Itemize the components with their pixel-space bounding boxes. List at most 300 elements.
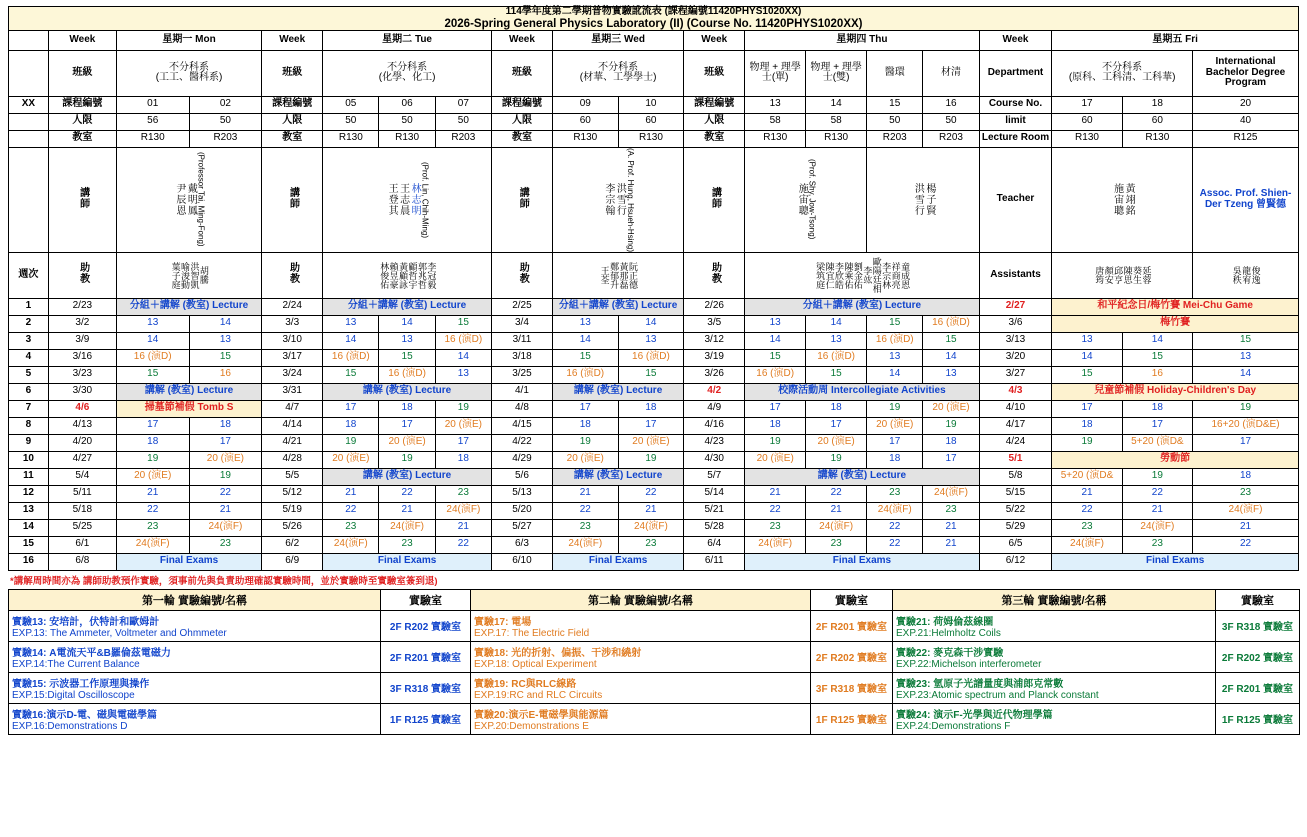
course-wed-1: 09: [552, 96, 618, 113]
exp-cell-thu: 18: [745, 417, 806, 434]
experiment-name-zh: 實驗14: A電流天平&B羅倫茲電磁力: [12, 647, 171, 659]
limit-fri-1: 60: [1052, 113, 1122, 130]
week-row: [9, 417, 1299, 434]
blank-limit: [9, 113, 49, 130]
exp-cell-thu: 22: [806, 485, 867, 502]
experiment-name: [9, 703, 381, 734]
asst-tue-1: 林俊佑: [379, 261, 390, 289]
date-cell-tue: 4/14: [262, 417, 323, 434]
date-cell-thu: 5/14: [684, 485, 745, 502]
exp-cell-mon: 15: [116, 366, 189, 383]
exp-cell-fri: 19: [1122, 468, 1192, 485]
date-cell-mon: 5/11: [48, 485, 116, 502]
asst-tue-3: 黃顧詠: [398, 261, 409, 289]
week-row: [9, 332, 1299, 349]
lab-room: 1F R125 實驗室: [811, 703, 893, 734]
week-number: 10: [9, 451, 49, 468]
date-cell-wed: 4/29: [491, 451, 552, 468]
date-cell-tue: 6/9: [262, 553, 323, 570]
date-cell-mon: 3/30: [48, 383, 116, 400]
exp-cell-thu: 16 (演D): [806, 349, 867, 366]
exp-cell-wed: 23: [552, 519, 618, 536]
date-cell-tue: 5/5: [262, 468, 323, 485]
experiment-name: [471, 610, 811, 641]
week-label-fri: Week: [979, 30, 1052, 50]
asst-thu-1: 梁筑庭: [815, 261, 826, 289]
exp-cell-fri: 23: [1052, 519, 1122, 536]
experiment-name-en: EXP.18: Optical Experiment: [474, 658, 597, 670]
date-cell-wed: 3/11: [491, 332, 552, 349]
exp-cell-fri: 5+20 (演D&: [1052, 468, 1122, 485]
day-header-thu: 星期四 Thu: [745, 30, 979, 50]
exp-cell-wed: 13: [552, 315, 618, 332]
exp-cell-thu: 22: [745, 502, 806, 519]
exp-cell-fri: 5+20 (演D&: [1122, 434, 1192, 451]
week-number: 15: [9, 536, 49, 553]
exp-cell-thu: 13: [806, 332, 867, 349]
experiment-name-zh: 實驗24: 演示F-光學與近代物理學篇: [896, 709, 1053, 721]
event-cell-tue: 講解 (教室) Lecture: [323, 383, 492, 400]
date-cell-wed: 3/4: [491, 315, 552, 332]
row-label-class-tue: 班級: [262, 50, 323, 96]
exp-cell-tue: 21: [435, 519, 491, 536]
room-fri-3: R125: [1193, 130, 1299, 147]
teacher-thu-4: 楊子賢: [923, 183, 935, 217]
asst-fri-7: 吳秩: [1231, 266, 1242, 285]
course-fri-2: 18: [1122, 96, 1192, 113]
course-mon-2: 02: [189, 96, 262, 113]
event-cell-fri: Final Exams: [1052, 553, 1299, 570]
date-cell-fri: 2/27: [979, 298, 1052, 315]
day-header-tue: 星期二 Tue: [323, 30, 492, 50]
exp-cell-mon: 24(演F): [189, 519, 262, 536]
week-number: 3: [9, 332, 49, 349]
room-wed-1: R130: [552, 130, 618, 147]
exp-cell-tue: 22: [435, 536, 491, 553]
row-label-limit-tue: 人限: [262, 113, 323, 130]
course-mon-1: 01: [116, 96, 189, 113]
course-fri-3: 20: [1193, 96, 1299, 113]
exp-cell-mon: 16 (演D): [116, 349, 189, 366]
exp-cell-wed: 24(演F): [618, 519, 684, 536]
event-cell-mon: Final Exams: [116, 553, 261, 570]
exp-cell-fri: 15: [1052, 366, 1122, 383]
exp-cell-thu: 20 (演E): [923, 400, 979, 417]
limit-thu-1: 58: [745, 113, 806, 130]
exp-cell-thu: 17: [867, 434, 923, 451]
asst-thu-6: 李竑: [862, 266, 873, 285]
exp-cell-mon: 22: [189, 485, 262, 502]
event-cell-wed: 分組＋講解 (教室) Lecture: [552, 298, 683, 315]
row-label-limit-fri: limit: [979, 113, 1052, 130]
teacher-thu-1: 施宙聰: [796, 183, 808, 217]
teacher-tue-3: 林志明: [409, 183, 421, 217]
exp-cell-mon: 17: [116, 417, 189, 434]
row-label-limit-mon: 人限: [48, 113, 116, 130]
experiment-table: [8, 589, 1300, 735]
date-cell-tue: 5/19: [262, 502, 323, 519]
exp-header-lab3: 實驗室: [1216, 589, 1300, 610]
row-label-asst-tue: [262, 252, 323, 298]
date-cell-mon: 4/27: [48, 451, 116, 468]
exp-cell-wed: 17: [618, 417, 684, 434]
exp-cell-wed: 13: [618, 332, 684, 349]
exp-cell-fri: 21: [1052, 485, 1122, 502]
exp-cell-thu: 16 (演D): [867, 332, 923, 349]
experiment-name: [893, 610, 1216, 641]
teacher-mon-1: 尹辰恩: [173, 183, 185, 217]
exp-cell-tue: 22: [323, 502, 379, 519]
title-line-1: 114學年度第二學期普物實驗訛流表 (課程編號11420PHYS1020XX): [505, 6, 802, 17]
dept-tue: [323, 50, 492, 96]
asst-thu-4: 陳乘佑: [843, 261, 854, 289]
row-label-room-thu: 教室: [684, 130, 745, 147]
week-number: 4: [9, 349, 49, 366]
teacher-tue-2: 王志晨: [397, 183, 409, 217]
asst-fri-1: 唐筠: [1094, 266, 1105, 285]
room-tue-1: R130: [323, 130, 379, 147]
exp-cell-thu: 14: [867, 366, 923, 383]
exp-cell-thu: 22: [867, 536, 923, 553]
date-cell-wed: 6/10: [491, 553, 552, 570]
teacher-thu-2: (Prof. Shy, Jow-Tsong): [807, 159, 817, 240]
exp-cell-tue: 20 (演E): [379, 434, 435, 451]
experiment-row: [9, 641, 1300, 672]
week-number: 9: [9, 434, 49, 451]
limit-mon-2: 50: [189, 113, 262, 130]
experiment-name: [471, 703, 811, 734]
exp-cell-thu: 23: [867, 485, 923, 502]
exp-cell-tue: 16 (演D): [323, 349, 379, 366]
exp-cell-mon: 14: [189, 315, 262, 332]
dept-thu-2: 物理 + 理學士(雙): [806, 50, 867, 96]
date-cell-mon: 6/8: [48, 553, 116, 570]
experiment-row: [9, 610, 1300, 641]
exp-cell-wed: 22: [618, 485, 684, 502]
teacher-wed-3: (A. Prof. Hung, Hsueh-Hsing): [625, 147, 635, 252]
xx-label: XX: [9, 96, 49, 113]
date-cell-thu: 3/19: [684, 349, 745, 366]
row-label-courseno-thu: 課程編號: [684, 96, 745, 113]
experiment-name-zh: 實驗15: 示波器工作原理與操作: [12, 678, 150, 690]
exp-cell-tue: 23: [435, 485, 491, 502]
date-cell-tue: 6/2: [262, 536, 323, 553]
asst-mon-4: 胡騰: [198, 266, 209, 285]
experiment-name-en: EXP.22:Michelson interferometer: [896, 658, 1042, 670]
date-cell-thu: 4/30: [684, 451, 745, 468]
teacher-tue-4: (Prof. Lin, Chih-Ming): [420, 161, 430, 238]
exp-cell-fri: 17: [1052, 400, 1122, 417]
week-number: 16: [9, 553, 49, 570]
experiment-name: [893, 703, 1216, 734]
exp-header-round3: 第三輪 實驗編號/名稱: [893, 589, 1216, 610]
exp-cell-wed: 15: [618, 366, 684, 383]
date-cell-mon: 6/1: [48, 536, 116, 553]
teacher-label-wed: 講師: [517, 186, 529, 209]
week-row: [9, 468, 1299, 485]
week-number: 1: [9, 298, 49, 315]
exp-cell-tue: 20 (演E): [435, 417, 491, 434]
event-cell-mon: 分組＋講解 (教室) Lecture: [116, 298, 261, 315]
date-cell-mon: 3/2: [48, 315, 116, 332]
week-row: [9, 553, 1299, 570]
date-cell-tue: 3/10: [262, 332, 323, 349]
teacher-fri-1: 施宙聰: [1111, 183, 1123, 217]
lab-room: 2F R201 實驗室: [811, 610, 893, 641]
exp-cell-fri: 24(演F): [1193, 502, 1299, 519]
week-row: [9, 349, 1299, 366]
exp-cell-thu: 15: [806, 366, 867, 383]
teacher-tue-1: 王登其: [386, 183, 398, 217]
asst-thu-2: 陳宜仁: [824, 261, 835, 289]
asst-mon-1: 葉子庭: [170, 261, 181, 289]
exp-cell-fri: 15: [1193, 332, 1299, 349]
asst-tue-4: 顧哲宇: [407, 261, 418, 289]
limit-fri-3: 40: [1193, 113, 1299, 130]
room-fri-2: R130: [1122, 130, 1192, 147]
exp-cell-tue: 19: [323, 434, 379, 451]
lab-room: 1F R125 實驗室: [381, 703, 471, 734]
exp-cell-fri: 13: [1193, 349, 1299, 366]
limit-wed-2: 60: [618, 113, 684, 130]
lab-room: 3F R318 實驗室: [811, 672, 893, 703]
date-cell-mon: 5/4: [48, 468, 116, 485]
date-cell-tue: 4/21: [262, 434, 323, 451]
course-tue-2: 06: [379, 96, 435, 113]
dept-thu-1: 物理 + 理學士(單): [745, 50, 806, 96]
exp-cell-thu: 19: [923, 417, 979, 434]
experiment-name-zh: 實驗23: 氫原子光譜量度與浦郎克常數: [896, 678, 1064, 690]
date-cell-fri: 3/27: [979, 366, 1052, 383]
exp-cell-thu: 19: [806, 451, 867, 468]
week-row: [9, 315, 1299, 332]
event-cell-thu: 分組＋講解 (教室) Lecture: [745, 298, 979, 315]
row-label-asst-thu: [684, 252, 745, 298]
asst-tue-6: 李冠毅: [426, 261, 437, 289]
experiment-name-zh: 實驗13: 安培計，伏特計和歐姆計: [12, 616, 160, 628]
dept-mon-line2: (工工、醫科系): [155, 72, 223, 84]
date-cell-wed: 4/15: [491, 417, 552, 434]
exp-cell-tue: 13: [323, 315, 379, 332]
exp-cell-wed: 22: [552, 502, 618, 519]
date-cell-fri: 6/5: [979, 536, 1052, 553]
event-cell-wed: 講解 (教室) Lecture: [552, 383, 683, 400]
experiment-name: [9, 610, 381, 641]
row-label-class-mon: 班級: [48, 50, 116, 96]
asst-fri-4: 陳思: [1122, 266, 1133, 285]
exp-cell-fri: 18: [1052, 417, 1122, 434]
date-cell-tue: 2/24: [262, 298, 323, 315]
date-cell-fri: 3/6: [979, 315, 1052, 332]
event-cell-mon: 掃墓節補假 Tomb S: [116, 400, 261, 417]
exp-cell-tue: 15: [323, 366, 379, 383]
exp-cell-mon: 23: [189, 536, 262, 553]
row-label-teacher-tue: [262, 147, 323, 252]
exp-cell-thu: 18: [806, 400, 867, 417]
dept-tue-line1: 不分科系: [387, 61, 428, 73]
event-cell-wed: Final Exams: [552, 553, 683, 570]
exp-cell-tue: 19: [435, 400, 491, 417]
row-label-asst-wed: [491, 252, 552, 298]
lab-room: 2F R202 實驗室: [381, 610, 471, 641]
exp-cell-wed: 14: [552, 332, 618, 349]
exp-cell-thu: 19: [867, 400, 923, 417]
schedule-table: [8, 6, 1299, 571]
room-fri-1: R130: [1052, 130, 1122, 147]
date-cell-wed: 5/13: [491, 485, 552, 502]
exp-cell-wed: 18: [618, 400, 684, 417]
date-cell-thu: 5/7: [684, 468, 745, 485]
date-cell-thu: 2/26: [684, 298, 745, 315]
date-cell-mon: 5/25: [48, 519, 116, 536]
date-cell-mon: 3/16: [48, 349, 116, 366]
exp-cell-thu: 15: [745, 349, 806, 366]
event-cell-fri: 梅竹賽: [1052, 315, 1299, 332]
exp-cell-fri: 21: [1193, 519, 1299, 536]
row-label-teacher-mon: [48, 147, 116, 252]
exp-cell-thu: 17: [806, 417, 867, 434]
event-cell-tue: Final Exams: [323, 553, 492, 570]
course-wed-2: 10: [618, 96, 684, 113]
exp-cell-fri: 23: [1122, 536, 1192, 553]
exp-cell-thu: 15: [867, 315, 923, 332]
experiment-name-en: EXP.20:Demonstrations E: [474, 720, 589, 732]
row-label-asst-mon: [48, 252, 116, 298]
exp-cell-fri: 24(演F): [1052, 536, 1122, 553]
date-cell-tue: 5/26: [262, 519, 323, 536]
week-label-tue: Week: [262, 30, 323, 50]
limit-tue-1: 50: [323, 113, 379, 130]
room-tue-2: R130: [379, 130, 435, 147]
exp-cell-mon: 13: [116, 315, 189, 332]
exp-cell-wed: 19: [552, 434, 618, 451]
dept-tue-line2: (化學、化工): [378, 72, 436, 84]
teacher-label-thu: 講師: [709, 186, 721, 209]
exp-cell-thu: 24(演F): [867, 502, 923, 519]
row-label-department-fri: Department: [979, 50, 1052, 96]
teacher-mon: [116, 147, 261, 252]
exp-cell-wed: 21: [552, 485, 618, 502]
week-label-thu: Week: [684, 30, 745, 50]
exp-cell-tue: 22: [379, 485, 435, 502]
exp-cell-thu: 21: [923, 519, 979, 536]
assistants-wed: [552, 252, 683, 298]
asst-wed-2: 鄭郁升: [609, 261, 620, 289]
title-line-2: 2026-Spring General Physics Laboratory (II) (Course No. 11420PHYS1020XX): [444, 17, 863, 30]
row-label-limit-wed: 人限: [491, 113, 552, 130]
row-label-class-thu: 班級: [684, 50, 745, 96]
room-thu-4: R203: [923, 130, 979, 147]
blank-dept: [9, 50, 49, 96]
exp-cell-tue: 24(演F): [323, 536, 379, 553]
day-header-wed: 星期三 Wed: [552, 30, 683, 50]
dept-wed-line1: 不分科系: [598, 61, 639, 73]
row-label-class-wed: 班級: [491, 50, 552, 96]
week-number: 7: [9, 400, 49, 417]
exp-cell-fri: 22: [1122, 485, 1192, 502]
assistants-fri: [1052, 252, 1193, 298]
asst-thu-3: 李欣皓: [834, 261, 845, 289]
date-cell-wed: 6/3: [491, 536, 552, 553]
experiment-name-en: EXP.15:Digital Oscilloscope: [12, 689, 135, 701]
asst-fri-6: 延蓉: [1141, 266, 1152, 285]
exp-cell-fri: 16: [1122, 366, 1192, 383]
exp-cell-fri: 21: [1122, 502, 1192, 519]
date-cell-mon: 4/13: [48, 417, 116, 434]
date-cell-mon: 3/23: [48, 366, 116, 383]
exp-cell-tue: 18: [435, 451, 491, 468]
exp-cell-fri: 17: [1122, 417, 1192, 434]
exp-cell-fri: 14: [1193, 366, 1299, 383]
week-row: [9, 366, 1299, 383]
week-number: 5: [9, 366, 49, 383]
exp-header-round1: 第一輪 實驗編號/名稱: [9, 589, 381, 610]
room-thu-2: R130: [806, 130, 867, 147]
exp-cell-fri: 13: [1052, 332, 1122, 349]
experiment-name-en: EXP.24:Demonstrations F: [896, 720, 1011, 732]
room-thu-3: R203: [867, 130, 923, 147]
exp-cell-thu: 15: [923, 332, 979, 349]
week-rows: [9, 298, 1299, 570]
exp-cell-wed: 14: [618, 315, 684, 332]
week-label-wed: Week: [491, 30, 552, 50]
event-cell-tue: 講解 (教室) Lecture: [323, 468, 492, 485]
limit-tue-2: 50: [379, 113, 435, 130]
asst-thu-5: 劉金佑: [852, 261, 863, 289]
lab-room: 3F R318 實驗室: [381, 672, 471, 703]
experiment-name-en: EXP.19:RC and RLC Circuits: [474, 689, 603, 701]
experiment-name-zh: 實驗17: 電場: [474, 616, 532, 628]
row-label-courseno-tue: 課程編號: [262, 96, 323, 113]
exp-cell-thu: 21: [923, 536, 979, 553]
dept-fri: [1052, 50, 1193, 96]
date-cell-thu: 5/28: [684, 519, 745, 536]
day-header-mon: 星期一 Mon: [116, 30, 261, 50]
room-wed-2: R130: [618, 130, 684, 147]
exp-cell-thu: 23: [923, 502, 979, 519]
experiment-name-en: EXP.21:Helmholtz Coils: [896, 627, 1001, 639]
exp-cell-thu: 17: [923, 451, 979, 468]
asst-fri-3: 邱亨: [1113, 266, 1124, 285]
teacher-mon-2: 戴明鳳: [185, 183, 197, 217]
asst-tue-2: 賴昱豪: [388, 261, 399, 289]
limit-tue-3: 50: [435, 113, 491, 130]
corner-blank: [9, 30, 49, 50]
event-cell-fri: 勞動節: [1052, 451, 1299, 468]
date-cell-wed: 4/1: [491, 383, 552, 400]
date-cell-wed: 5/27: [491, 519, 552, 536]
date-cell-thu: 6/4: [684, 536, 745, 553]
exp-cell-thu: 13: [923, 366, 979, 383]
date-cell-wed: 3/18: [491, 349, 552, 366]
row-label-room-mon: 教室: [48, 130, 116, 147]
exp-cell-wed: 24(演F): [552, 536, 618, 553]
exp-cell-fri: 18: [1122, 400, 1192, 417]
exp-cell-tue: 18: [379, 400, 435, 417]
date-cell-fri: 4/17: [979, 417, 1052, 434]
exp-cell-thu: 24(演F): [745, 536, 806, 553]
dept-thu-4: 材清: [923, 50, 979, 96]
day-header-fri: 星期五 Fri: [1052, 30, 1299, 50]
exp-header-lab1: 實驗室: [381, 589, 471, 610]
assistants-thu: [745, 252, 979, 298]
limit-wed-1: 60: [552, 113, 618, 130]
exp-cell-thu: 16 (演D): [745, 366, 806, 383]
exp-cell-thu: 14: [923, 349, 979, 366]
course-tue-3: 07: [435, 96, 491, 113]
exp-cell-thu: 14: [745, 332, 806, 349]
row-label-courseno-fri: Course No.: [979, 96, 1052, 113]
